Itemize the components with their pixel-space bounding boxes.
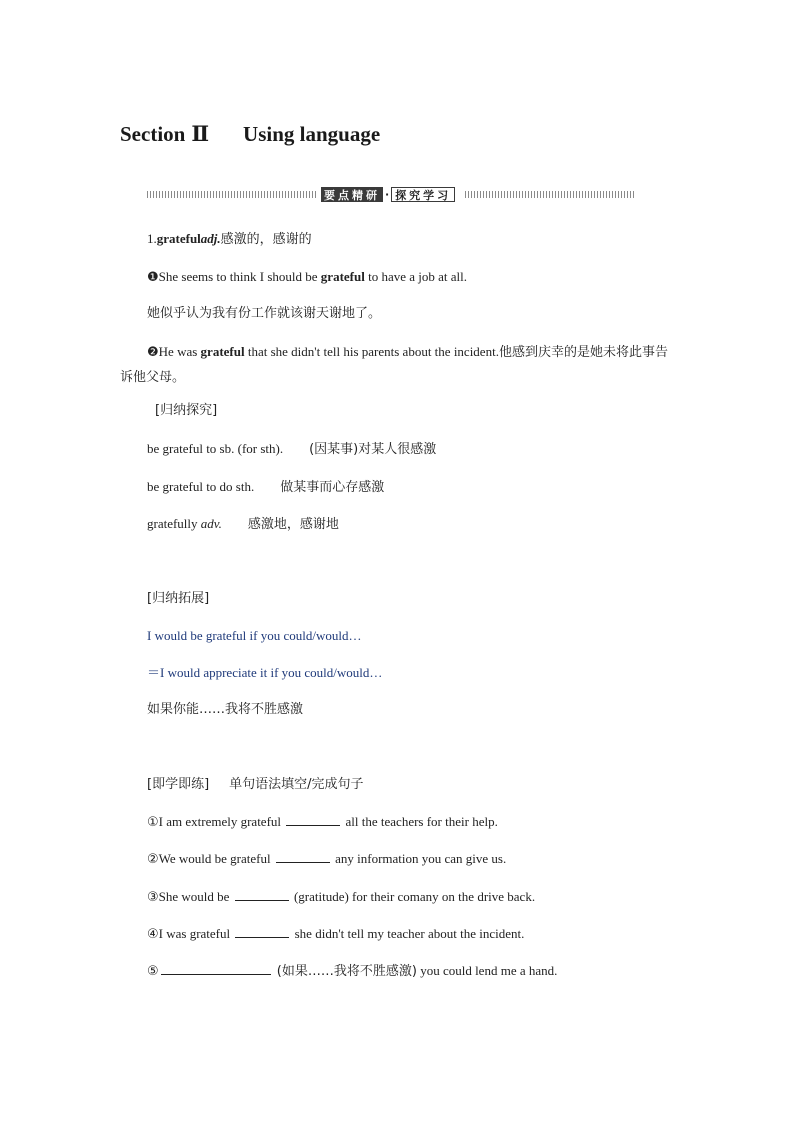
explore-row: [147, 476, 384, 499]
question-number: ③: [147, 890, 159, 905]
expand-line-1: I would be grateful if you could/would…: [147, 628, 362, 643]
section-subtitle: Using language: [243, 122, 381, 146]
explore-pattern: gratefully: [147, 516, 201, 531]
example-keyword: grateful: [200, 344, 245, 359]
practice-instruction: 单句语法填空/完成句子: [229, 777, 364, 792]
question-number: ②: [147, 852, 159, 867]
question-text: she didn't tell my teacher about the incident.: [291, 926, 525, 941]
example-translation-1: 她似乎认为我有份工作就该谢天谢地了。: [147, 306, 382, 321]
question-number: ①: [147, 815, 159, 830]
explore-row: [147, 513, 339, 536]
explore-row: [147, 438, 436, 461]
answer-blank[interactable]: [235, 888, 289, 901]
banner-dot: ·: [385, 188, 390, 201]
explore-heading: [归纳探究]: [155, 403, 218, 418]
question-number: ⑤: [147, 964, 159, 979]
vocab-word: grateful: [156, 231, 201, 246]
example-keyword: grateful: [320, 269, 365, 284]
example-text: to have a job at all.: [364, 269, 468, 284]
explore-meaning: (因某事)对某人很感激: [309, 442, 437, 457]
answer-blank[interactable]: [286, 813, 340, 826]
vocab-meaning: 感激的，感谢的: [220, 232, 312, 247]
banner-stripe-left: [147, 191, 317, 198]
practice-question-4: [147, 923, 524, 946]
page-title: [120, 121, 380, 147]
question-text: (gratitude) for their comany on the drive back.: [290, 889, 536, 904]
question-text: I was grateful: [158, 926, 234, 941]
vocab-item: [147, 228, 312, 251]
practice-label: [即学即练]: [147, 777, 210, 792]
example-marker-1: ❶: [147, 270, 159, 285]
practice-question-5: [147, 960, 557, 983]
section-numeral: Ⅱ: [191, 122, 210, 146]
question-number: ④: [147, 927, 159, 942]
example-text: She seems to think I should be: [158, 269, 321, 284]
banner-stripe-right: [465, 191, 634, 198]
practice-question-3: [147, 886, 535, 909]
explore-meaning: 感激地，感谢地: [247, 517, 339, 532]
example-sentence-1: [147, 266, 467, 289]
banner-tag: [321, 186, 455, 203]
explore-pattern: be grateful to sb. (for sth).: [147, 441, 284, 456]
explore-pattern: be grateful to do sth.: [147, 479, 255, 494]
item-number: 1.: [147, 231, 157, 246]
banner-left-tag: 要点精研: [321, 187, 383, 202]
answer-blank[interactable]: [161, 962, 271, 975]
answer-blank[interactable]: [276, 850, 330, 863]
question-text: She would be: [158, 889, 233, 904]
banner-right-tag: 探究学习: [391, 187, 455, 202]
practice-heading: [147, 774, 364, 796]
question-text: We would be grateful: [158, 851, 274, 866]
example-sentence-2: [120, 340, 680, 390]
question-hint: (如果……我将不胜感激): [272, 964, 417, 979]
practice-question-2: [147, 848, 506, 871]
example-translation-2: 他感到庆幸的是她未将此事告诉他父母。: [120, 345, 668, 385]
question-text: all the teachers for their help.: [342, 814, 498, 829]
vocab-pos: adj.: [200, 231, 221, 246]
section-label: Section: [120, 122, 186, 146]
practice-question-1: [147, 811, 498, 834]
expand-translation: 如果你能……我将不胜感激: [147, 702, 304, 717]
section-banner: [147, 186, 634, 203]
explore-meaning: 做某事而心存感激: [280, 480, 385, 495]
expand-line-2: ＝I would appreciate it if you could/would…: [147, 665, 383, 680]
example-text: that she didn't tell his parents about the incident.: [244, 344, 499, 359]
example-text: He was: [158, 344, 201, 359]
expand-heading: [归纳拓展]: [147, 591, 210, 606]
explore-pos: adv.: [200, 516, 222, 531]
question-text: any information you can give us.: [331, 851, 507, 866]
answer-blank[interactable]: [235, 925, 289, 938]
example-marker-2: ❷: [147, 345, 159, 360]
question-text: I am extremely grateful: [158, 814, 285, 829]
question-text: you could lend me a hand.: [416, 963, 558, 978]
